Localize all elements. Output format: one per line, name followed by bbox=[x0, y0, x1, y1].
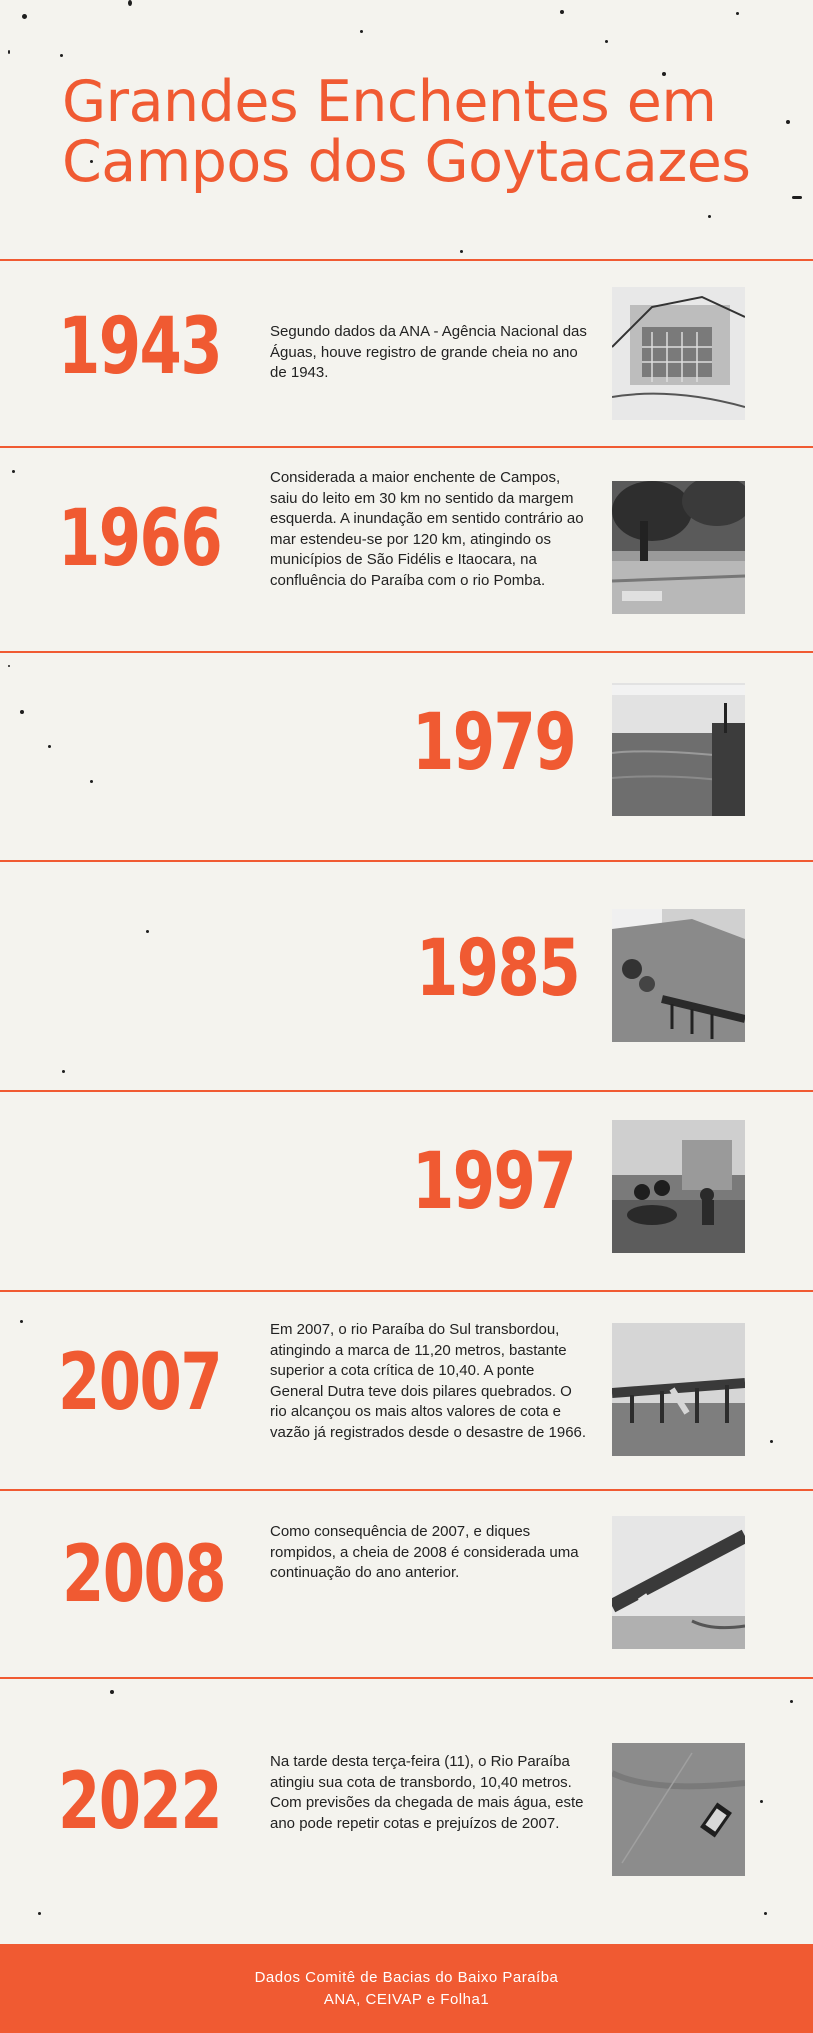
divider bbox=[0, 259, 813, 261]
event-year: 1985 bbox=[416, 924, 580, 1014]
event-year: 1966 bbox=[58, 494, 222, 584]
event-photo-broken-bridge bbox=[612, 1323, 745, 1456]
footer-line-1: Dados Comitê de Bacias do Baixo Paraíba bbox=[254, 1969, 559, 1986]
title-line-2: Campos dos Goytacazes bbox=[62, 129, 751, 195]
divider bbox=[0, 1290, 813, 1292]
footer-line-2: ANA, CEIVAP e Folha1 bbox=[323, 1991, 490, 2008]
event-photo-aerial bbox=[612, 1743, 745, 1876]
divider bbox=[0, 446, 813, 448]
event-photo-street-flood bbox=[612, 481, 745, 614]
sources-footer bbox=[0, 1944, 813, 2033]
event-description: Na tarde desta terça-feira (11), o Rio Paraíba atingiu sua cota de transbordo, 10,40 metros. Com previsões da chegada de mais água, este ano pode repetir cotas e prejuízos de 2007. bbox=[270, 1753, 584, 1832]
event-photo-dike bbox=[612, 1516, 745, 1649]
event-year: 2007 bbox=[58, 1338, 222, 1428]
divider bbox=[0, 1677, 813, 1679]
title-line-1: Grandes Enchentes em bbox=[62, 69, 717, 135]
event-description: Segundo dados da ANA - Agência Nacional das Águas, houve registro de grande cheia no ano de 1943. bbox=[270, 323, 587, 381]
page-title bbox=[62, 69, 751, 195]
divider bbox=[0, 1489, 813, 1491]
event-year: 2008 bbox=[62, 1530, 226, 1620]
event-photo-rescue bbox=[612, 1120, 745, 1253]
event-photo-bridge bbox=[612, 909, 745, 1042]
divider bbox=[0, 651, 813, 653]
event-description: Como consequência de 2007, e diques rompidos, a cheia de 2008 é considerada uma continuação do ano anterior. bbox=[270, 1523, 579, 1581]
divider bbox=[0, 1090, 813, 1092]
event-photo-map bbox=[612, 287, 745, 420]
event-description: Em 2007, o rio Paraíba do Sul transbordou, atingindo a marca de 11,20 metros, bastante superior a cota crítica de 10,40. A ponte General Dutra teve dois pilares quebrados. O rio alcançou os mais altos valores de cota e vazão já registrados desde o desastre de 1966. bbox=[270, 1321, 587, 1441]
event-year: 1979 bbox=[412, 698, 576, 788]
event-description: Considerada a maior enchente de Campos, saiu do leito em 30 km no sentido da margem esquerda. A inundação em sentido contrário ao mar estendeu-se por 120 km, atingindo os municípios de São Fidélis e Itaocara, na confluência do Paraíba com o rio Pomba. bbox=[270, 469, 584, 589]
divider bbox=[0, 860, 813, 862]
event-year: 2022 bbox=[58, 1757, 222, 1847]
event-year: 1943 bbox=[58, 302, 222, 392]
event-photo-river bbox=[612, 683, 745, 816]
event-year: 1997 bbox=[412, 1137, 576, 1227]
